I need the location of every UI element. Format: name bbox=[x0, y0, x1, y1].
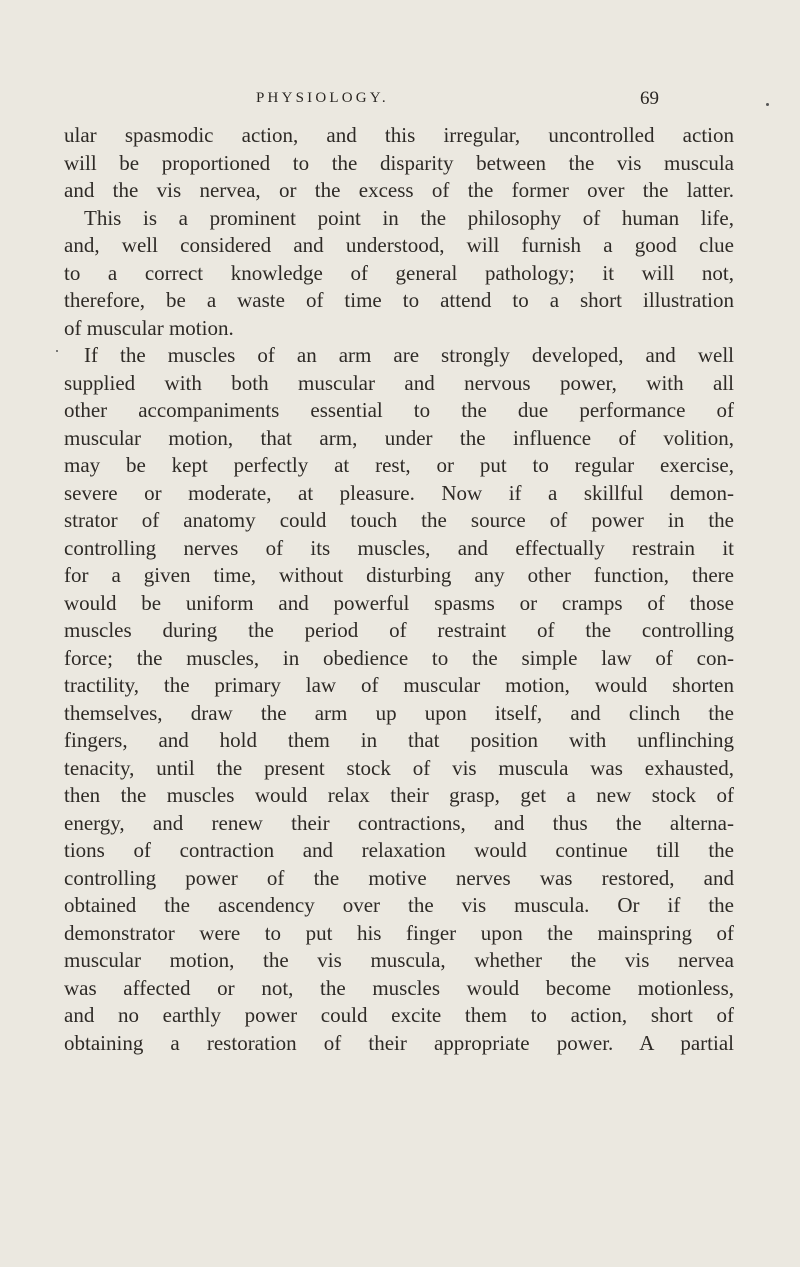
text-line: of muscular motion. bbox=[64, 315, 234, 340]
text-line: and no earthly power could excite them to action, short of bbox=[64, 1003, 734, 1027]
text-line: demonstrator were to put his finger upon the mainspring of bbox=[64, 920, 734, 945]
body-text bbox=[64, 122, 734, 1057]
text-line: muscular motion, the vis muscula, whether the vis nervea bbox=[64, 948, 734, 972]
text-line: controlling power of the motive nerves was restored, and bbox=[64, 865, 734, 890]
text-line: muscular motion, that arm, under the influence of volition, bbox=[64, 425, 734, 450]
print-speck bbox=[56, 350, 58, 352]
text-line: obtained the ascendency over the vis muscula. Or if the bbox=[64, 893, 734, 917]
text-line: was affected or not, the muscles would become motionless, bbox=[64, 975, 734, 1000]
text-line: to a correct knowledge of general pathology; it will not, bbox=[64, 260, 734, 285]
text-line: severe or moderate, at pleasure. Now if a skillful demon- bbox=[64, 480, 734, 505]
text-line: may be kept perfectly at rest, or put to regular exercise, bbox=[64, 453, 734, 477]
text-line: obtaining a restoration of their appropriate power. A partial bbox=[64, 1030, 734, 1055]
text-line: for a given time, without disturbing any other function, there bbox=[64, 563, 734, 587]
text-line: therefore, be a waste of time to attend to a short illustration bbox=[64, 288, 734, 312]
running-title: PHYSIOLOGY. bbox=[256, 90, 389, 106]
text-line: fingers, and hold them in that position with unflinching bbox=[64, 728, 734, 752]
text-line: supplied with both muscular and nervous power, with all bbox=[64, 370, 734, 395]
page-number: 69 bbox=[640, 88, 659, 109]
text-line: energy, and renew their contractions, and thus the alterna- bbox=[64, 810, 734, 835]
text-line: tenacity, until the present stock of vis muscula was exhausted, bbox=[64, 755, 734, 780]
text-line: tions of contraction and relaxation would continue till the bbox=[64, 838, 734, 862]
text-line: and the vis nervea, or the excess of the former over the latter. bbox=[64, 178, 734, 202]
text-line: themselves, draw the arm up upon itself, and clinch the bbox=[64, 700, 734, 725]
text-line: muscles during the period of restraint of the controlling bbox=[64, 618, 734, 642]
text-line: will be proportioned to the disparity between the vis muscula bbox=[64, 150, 734, 175]
text-line: strator of anatomy could touch the source of power in the bbox=[64, 508, 734, 532]
text-line: ular spasmodic action, and this irregular, uncontrolled action bbox=[64, 123, 734, 147]
text-line: controlling nerves of its muscles, and effectually restrain it bbox=[64, 535, 734, 560]
text-line: then the muscles would relax their grasp, get a new stock of bbox=[64, 783, 734, 807]
text-line: tractility, the primary law of muscular motion, would shorten bbox=[64, 673, 734, 697]
text-line: This is a prominent point in the philosophy of human life, bbox=[84, 205, 734, 230]
text-line: would be uniform and powerful spasms or cramps of those bbox=[64, 590, 734, 615]
page-header bbox=[0, 90, 800, 114]
text-line: force; the muscles, in obedience to the simple law of con- bbox=[64, 645, 734, 670]
text-line: other accompaniments essential to the due performance of bbox=[64, 398, 734, 422]
text-line: If the muscles of an arm are strongly developed, and well bbox=[84, 343, 734, 367]
text-line: and, well considered and understood, will furnish a good clue bbox=[64, 233, 734, 257]
print-speck bbox=[766, 103, 769, 106]
